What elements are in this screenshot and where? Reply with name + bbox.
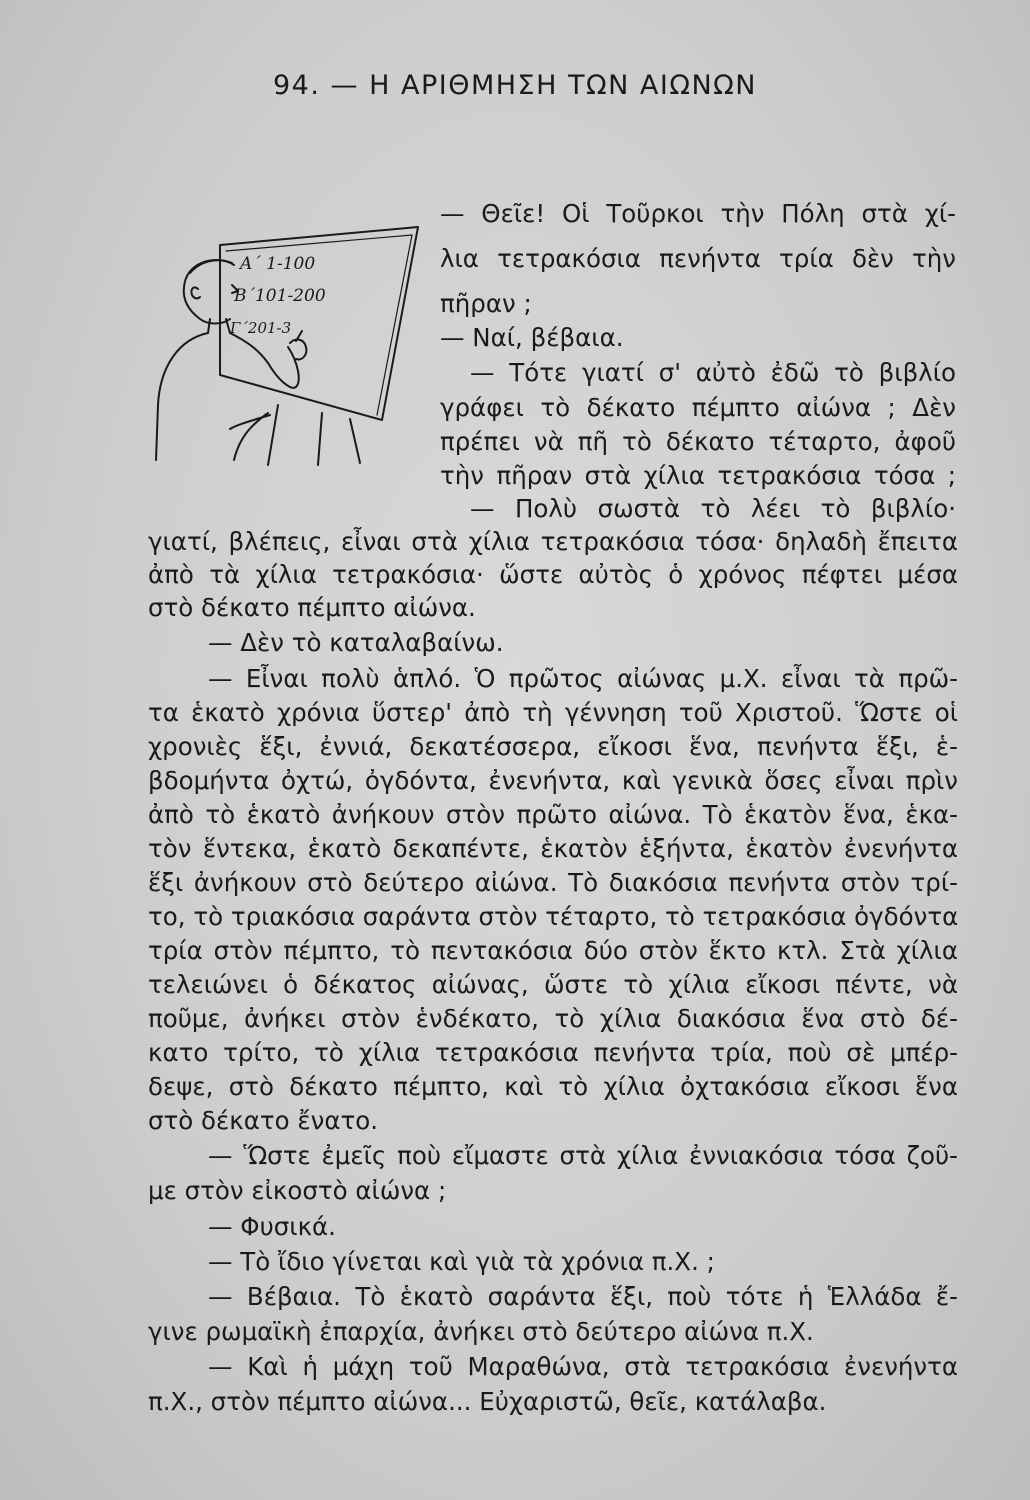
teacher-hair	[190, 260, 234, 273]
teacher-blackboard-illustration	[150, 215, 440, 475]
easel-legs	[268, 405, 360, 465]
text-line: — Δὲν τὸ καταλαβαίνω.	[208, 628, 504, 657]
text-line: γινε ρωμαϊκὴ ἐπαρχία, ἀνήκει στὸ δεύτερο αἰώνα π.Χ.	[148, 1317, 814, 1346]
text-line: — Φυσικά.	[208, 1212, 336, 1241]
text-line: δεψε, στὸ δέκατο πέμπτο, καὶ τὸ χίλια ὀχτακόσια εἴκοσι ἕνα	[148, 1072, 958, 1101]
text-line: ἕξι ἀνήκουν στὸ δεύτερο αἰώνα. Τὸ διακόσια πενήντα στὸν τρί-	[148, 868, 958, 897]
board-line-1: Α΄ 1-100	[240, 254, 316, 274]
page-header	[0, 70, 1030, 101]
teacher-body	[156, 333, 208, 460]
text-line: — Ὥστε ἐμεῖς ποὺ εἴμαστε στὰ χίλια ἐννιακόσια τόσα ζοῦ-	[208, 1141, 958, 1170]
text-line: το, τὸ τριακόσια σαράντα στὸν τέταρτο, τὸ τετρακόσια ὀγδόντα	[148, 902, 959, 931]
text-line: τὸν ἕντεκα, ἑκατὸ δεκαπέντε, ἑκατὸν ἑξήντα, ἑκατὸν ἐνενήντα	[148, 834, 958, 863]
text-line: τρία στὸν πέμπτο, τὸ πεντακόσια δύο στὸν ἕκτο κτλ. Στὰ χίλια	[148, 936, 958, 965]
text-line: με στὸν εἰκοστὸ αἰώνα ;	[148, 1176, 447, 1205]
text-line: ποῦμε, ἀνήκει στὸν ἑνδέκατο, τὸ χίλια διακόσια ἕνα στὸ δέ-	[148, 1004, 958, 1033]
board-line-2: Β΄101-200	[234, 286, 326, 306]
text-line: — Ναί, βέβαια.	[440, 323, 624, 352]
text-line: στὸ δέκατο ἔνατο.	[148, 1106, 379, 1135]
text-line: — Τότε γιατί σ' αὐτὸ ἐδῶ τὸ βιβλίο	[470, 358, 956, 387]
text-line: γράφει τὸ δέκατο πέμπτο αἰώνα ; Δὲν	[440, 393, 956, 422]
text-line: στὸ δέκατο πέμπτο αἰώνα.	[148, 593, 476, 622]
text-line: πῆραν ;	[440, 289, 532, 318]
text-line: π.Χ., στὸν πέμπτο αἰώνα... Εὐχαριστῶ, θεῖε, κατάλαβα.	[148, 1387, 827, 1416]
text-line: γιατί, βλέπεις, εἶναι στὰ χίλια τετρακόσια τόσα· δηλαδὴ ἔπειτα	[148, 527, 958, 556]
text-line: κατο τρίτο, τὸ χίλια τετρακόσια πενήντα τρία, ποὺ σὲ μπέρ-	[148, 1038, 958, 1067]
chapter-title: Η ΑΡΙΘΜΗΣΗ ΤΩΝ ΑΙΩΝΩΝ	[369, 70, 758, 101]
text-line: βδομήντα ὀχτώ, ὀγδόντα, ἐνενήντα, καὶ γενικὰ ὅσες εἶναι πρὶν	[148, 766, 958, 795]
text-line: τὴν πῆραν στὰ χίλια τετρακόσια τόσα ;	[440, 461, 956, 490]
text-line: τα ἑκατὸ χρόνια ὕστερ' ἀπὸ τὴ γέννηση τοῦ Χριστοῦ. Ὥστε οἱ	[148, 698, 958, 727]
header-separator: —	[330, 70, 360, 101]
text-line: ἀπὸ τὸ ἑκατὸ ἀνήκουν στὸν πρῶτο αἰώνα. Τὸ ἑκατὸν ἕνα, ἑκα-	[148, 800, 958, 829]
page-number: 94.	[272, 70, 321, 101]
teacher-back	[230, 333, 268, 363]
text-line: χρονιὲς ἕξι, ἐννιά, δεκατέσσερα, εἴκοσι ἕνα, πενήντα ἕξι, ἑ-	[148, 732, 958, 761]
text-line: ἀπὸ τὰ χίλια τετρακόσια· ὥστε αὐτὸς ὁ χρόνος πέφτει μέσα	[148, 560, 958, 589]
teacher-ear	[191, 287, 200, 298]
text-line: — Βέβαια. Τὸ ἑκατὸ σαράντα ἕξι, ποὺ τότε ἡ Ἑλλάδα ἔ-	[208, 1282, 958, 1311]
text-line: — Τὸ ἴδιο γίνεται καὶ γιὰ τὰ χρόνια π.Χ. ;	[208, 1247, 715, 1276]
text-line: — Θεῖε! Οἱ Τοῦρκοι τὴν Πόλη στὰ χί-	[440, 199, 956, 228]
text-line: — Πολὺ σωστὰ τὸ λέει τὸ βιβλίο·	[470, 494, 956, 523]
text-line: — Καὶ ἡ μάχη τοῦ Μαραθώνα, στὰ τετρακόσια ἐνενήντα	[208, 1352, 958, 1381]
text-line: τελειώνει ὁ δέκατος αἰώνας, ὥστε τὸ χίλια εἴκοσι πέντε, νὰ	[148, 970, 958, 999]
teacher-lower-arm	[230, 413, 270, 460]
text-line: πρέπει νὰ πῆ τὸ δέκατο τέταρτο, ἀφοῦ	[440, 427, 956, 456]
text-line: λια τετρακόσια πενήντα τρία δὲν τὴν	[440, 244, 956, 273]
board-line-3: Γ΄201-3	[230, 319, 292, 337]
teacher-arm	[268, 347, 299, 388]
text-line: — Εἶναι πολὺ ἁπλό. Ὁ πρῶτος αἰώνας μ.Χ. εἶναι τὰ πρῶ-	[208, 664, 958, 693]
